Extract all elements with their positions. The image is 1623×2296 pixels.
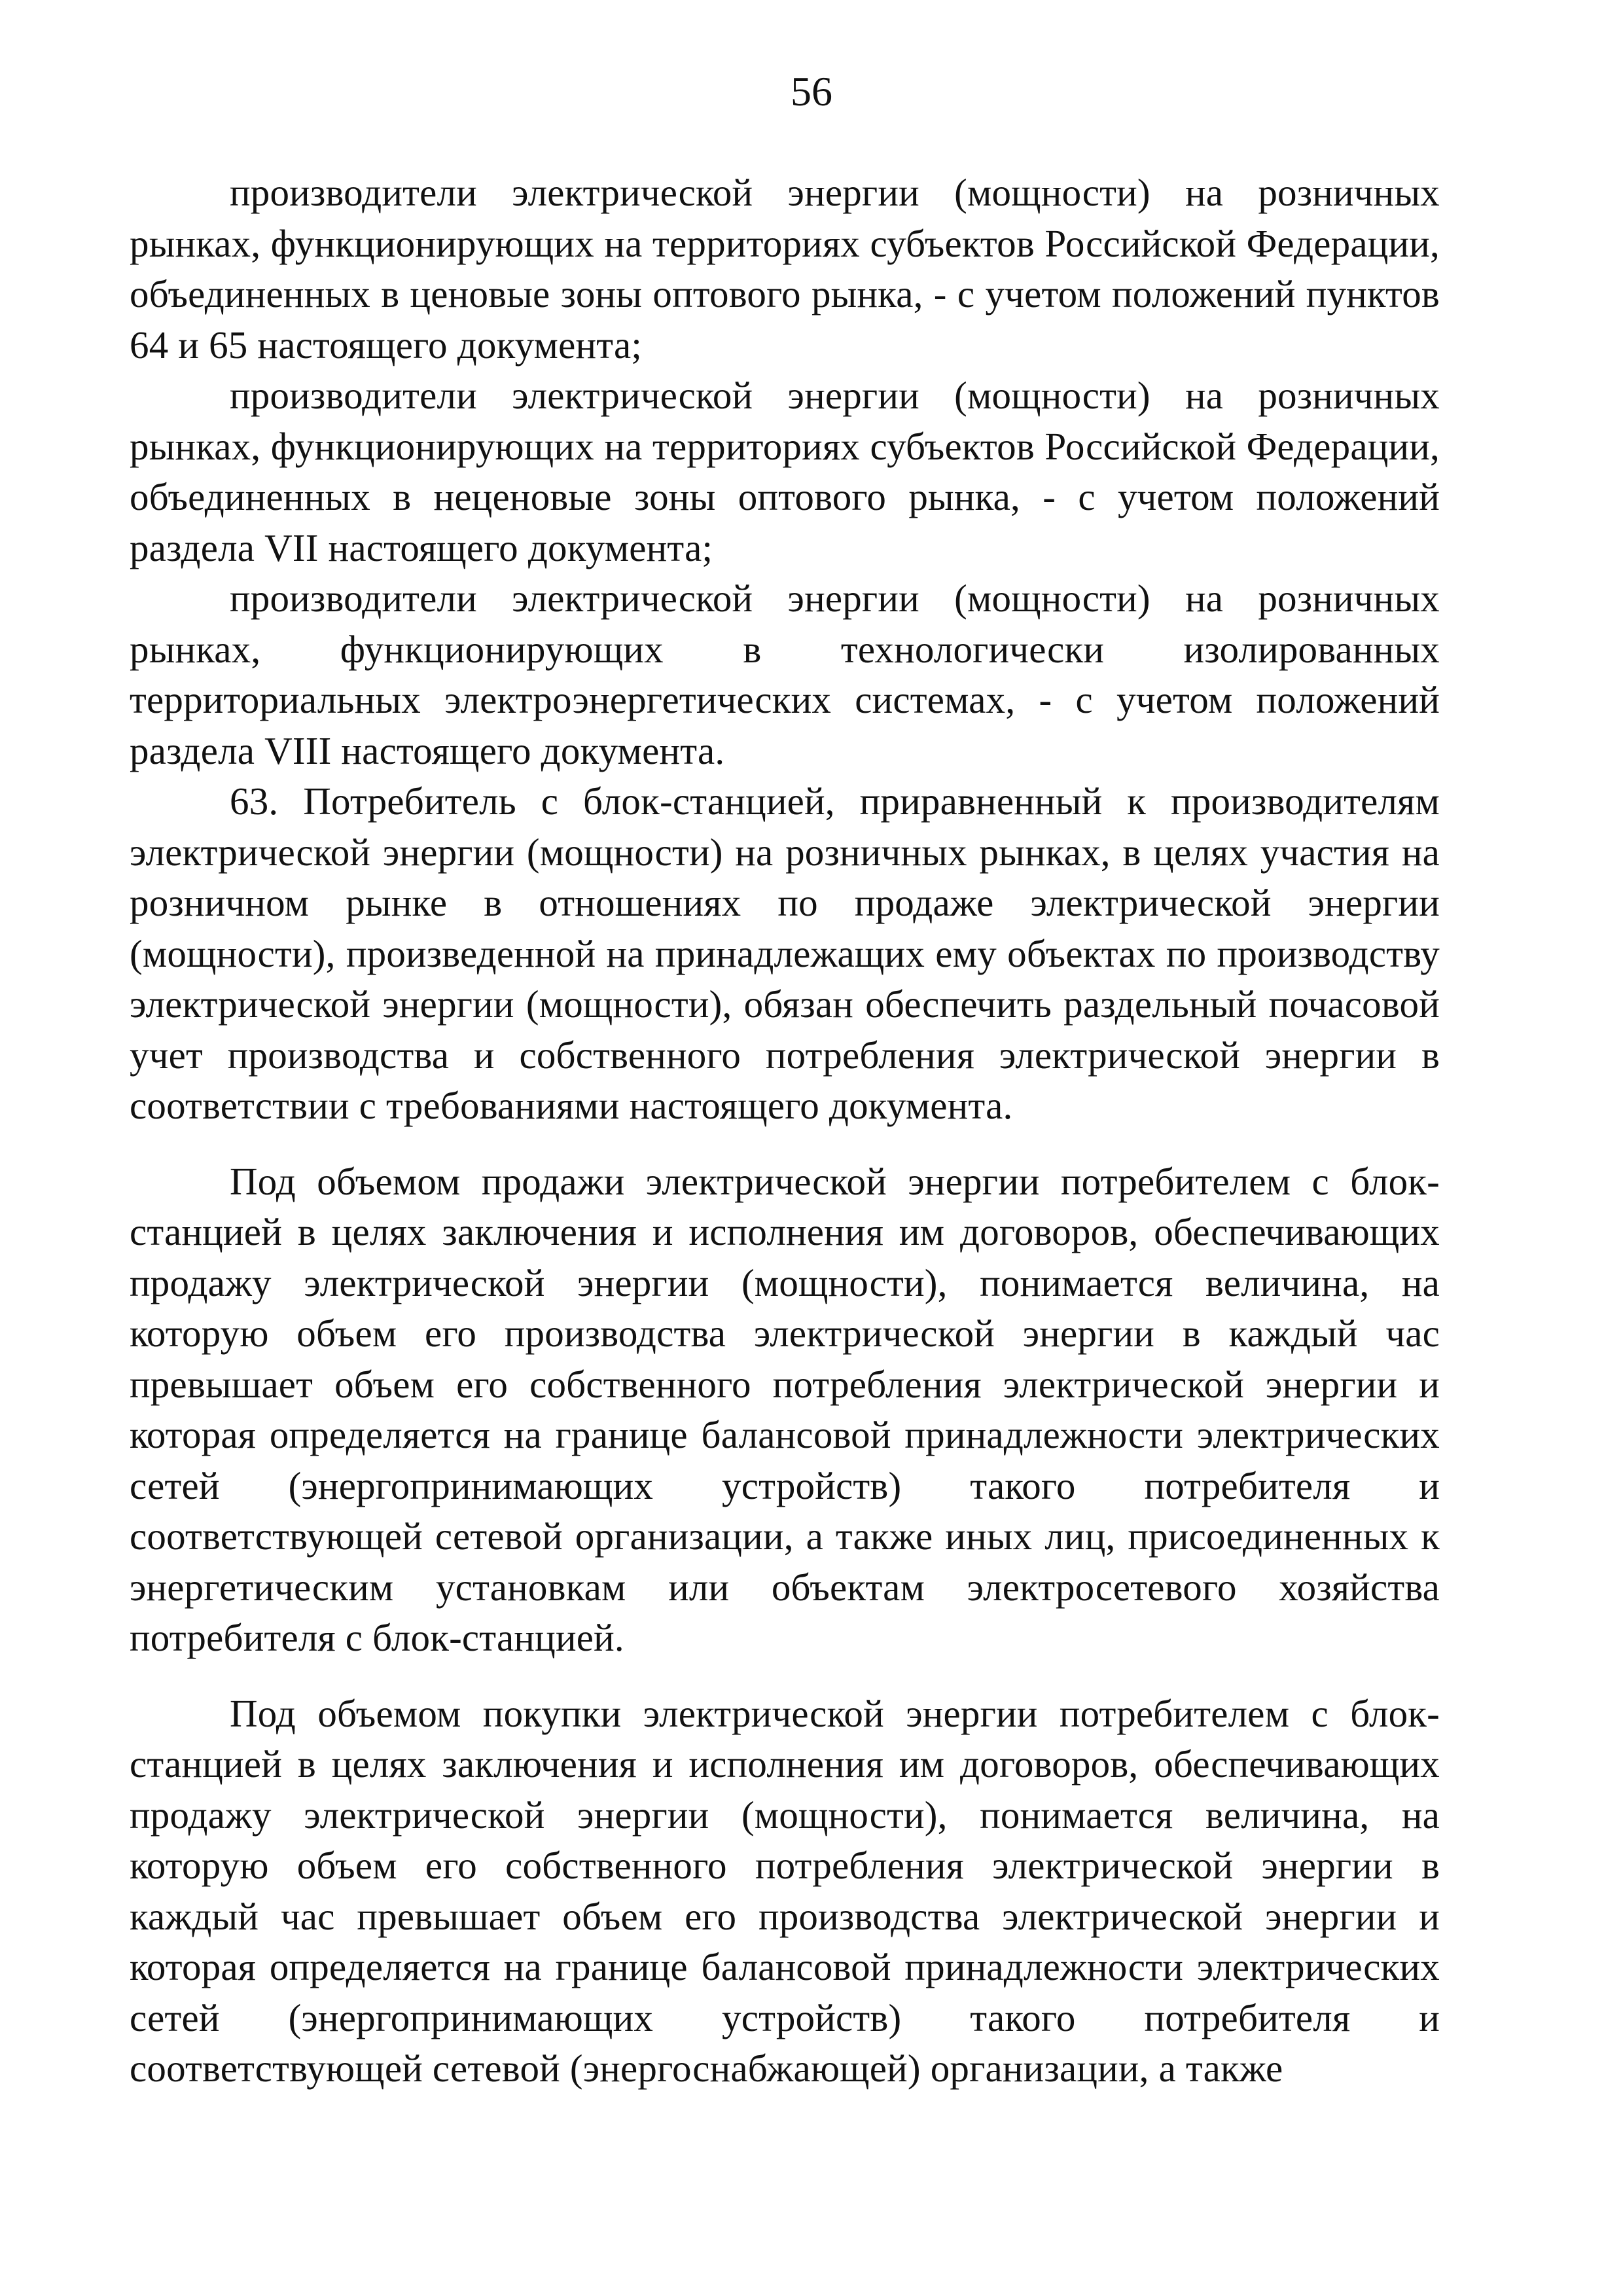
paragraph-item-63: 63. Потребитель с блок-станцией, приравненный к производителям электрической энергии (мощности) на розничных рынках, в целях участия на розничном рынке в отношениях по продаже электрической энергии (мощности), произведенной на принадлежащих ему объектах по производству электрической энергии (мощности), обязан обеспечить раздельный почасовой учет производства и собственного потребления электрической энергии в соответствии с требованиями настоящего документа. xyxy=(130,780,1440,1127)
paragraph-non-price-zones: производители электрической энергии (мощности) на розничных рынках, функционирующих на территориях субъектов Российской Федерации, объединенных в неценовые зоны оптового рынка, - с учетом положений раздела VII настоящего документа; xyxy=(130,374,1440,569)
paragraph-sale-volume: Под объемом продажи электрической энергии потребителем с блок-станцией в целях заключения и исполнения им договоров, обеспечивающих продажу электрической энергии (мощности), понимается величина, на которую объем его производства электрической энергии в каждый час превышает объем его собственного потребления электрической энергии и которая определяется на границе балансовой принадлежности электрических сетей (энергопринимающих устройств) такого потребителя и соответствующей сетевой организации, а также иных лиц, присоединенных к энергетическим установкам или объектам электросетевого хозяйства потребителя с блок-станцией. xyxy=(130,1159,1440,1659)
paragraph-price-zones: производители электрической энергии (мощности) на розничных рынках, функционирующих на территориях субъектов Российской Федерации, объединенных в ценовые зоны оптового рынка, - с учетом положений пунктов 64 и 65 настоящего документа; xyxy=(130,171,1440,367)
page-number: 56 xyxy=(791,68,832,115)
paragraph-purchase-volume: Под объемом покупки электрической энергии потребителем с блок-станцией в целях заключения и исполнения им договоров, обеспечивающих продажу электрической энергии (мощности), понимается величина, на которую объем его собственного потребления электрической энергии в каждый час превышает объем его производства электрической энергии и которая определяется на границе балансовой принадлежности электрических сетей (энергопринимающих устройств) такого потребителя и соответствующей сетевой (энергоснабжающей) организации, а также xyxy=(130,1691,1440,2090)
document-body xyxy=(130,168,1440,2094)
paragraph-isolated-systems: производители электрической энергии (мощности) на розничных рынках, функционирующих в технологически изолированных территориальных электроэнергетических системах, - с учетом положений раздела VIII настоящего документа. xyxy=(130,577,1440,772)
